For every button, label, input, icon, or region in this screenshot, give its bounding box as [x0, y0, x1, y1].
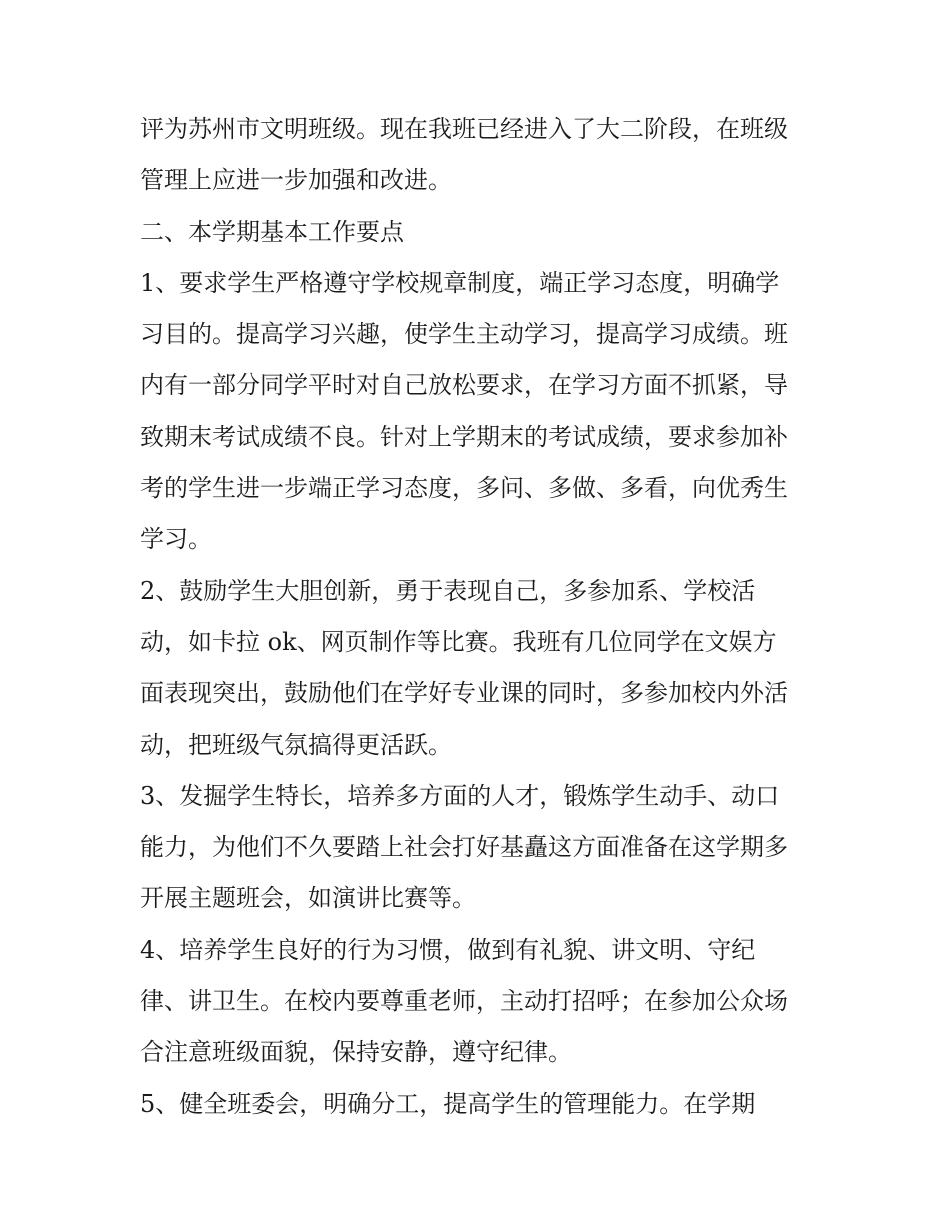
body-line: 考的学生进一步端正学习态度，多问、多做、多看，向优秀生: [140, 474, 788, 503]
body-line: 学习。: [140, 525, 212, 554]
body-line: 合注意班级面貌，保持安静，遵守纪律。: [140, 1038, 572, 1067]
body-line: 1、要求学生严格遵守学校规章制度，端正学习态度，明确学: [140, 268, 780, 297]
body-line: 致期末考试成绩不良。针对上学期末的考试成绩，要求参加补: [140, 422, 788, 451]
body-line: 面表现突出，鼓励他们在学好专业课的同时，多参加校内外活: [140, 679, 788, 708]
body-line: 能力，为他们不久要踏上社会打好基矗这方面准备在这学期多: [140, 833, 788, 862]
body-line: 3、发掘学生特长，培养多方面的人才，锻炼学生动手、动口: [140, 781, 780, 810]
body-line: 评为苏州市文明班级。现在我班已经进入了大二阶段，在班级: [140, 115, 788, 143]
body-line: 习目的。提高学习兴趣，使学生主动学习，提高学习成绩。班: [140, 320, 788, 349]
body-line: 管理上应进一步加强和改进。: [140, 166, 452, 195]
body-line: 内有一部分同学平时对自己放松要求，在学习方面不抓紧，导: [140, 371, 788, 400]
document-body: [140, 104, 820, 1130]
section-heading: 二、本学期基本工作要点: [140, 217, 404, 246]
body-line: 律、讲卫生。在校内要尊重老师，主动打招呼；在参加公众场: [140, 987, 788, 1016]
body-line: 动，把班级气氛搞得更活跃。: [140, 730, 452, 759]
body-line: 4、培养学生良好的行为习惯，做到有礼貌、讲文明、守纪: [140, 935, 756, 964]
body-line: 动，如卡拉 ok、网页制作等比赛。我班有几位同学在文娱方: [140, 627, 777, 656]
body-line: 2、鼓励学生大胆创新，勇于表现自己，多参加系、学校活: [140, 576, 756, 605]
body-line: 开展主题班会，如演讲比赛等。: [140, 884, 476, 913]
body-line: 5、健全班委会，明确分工，提高学生的管理能力。在学期: [140, 1089, 756, 1118]
